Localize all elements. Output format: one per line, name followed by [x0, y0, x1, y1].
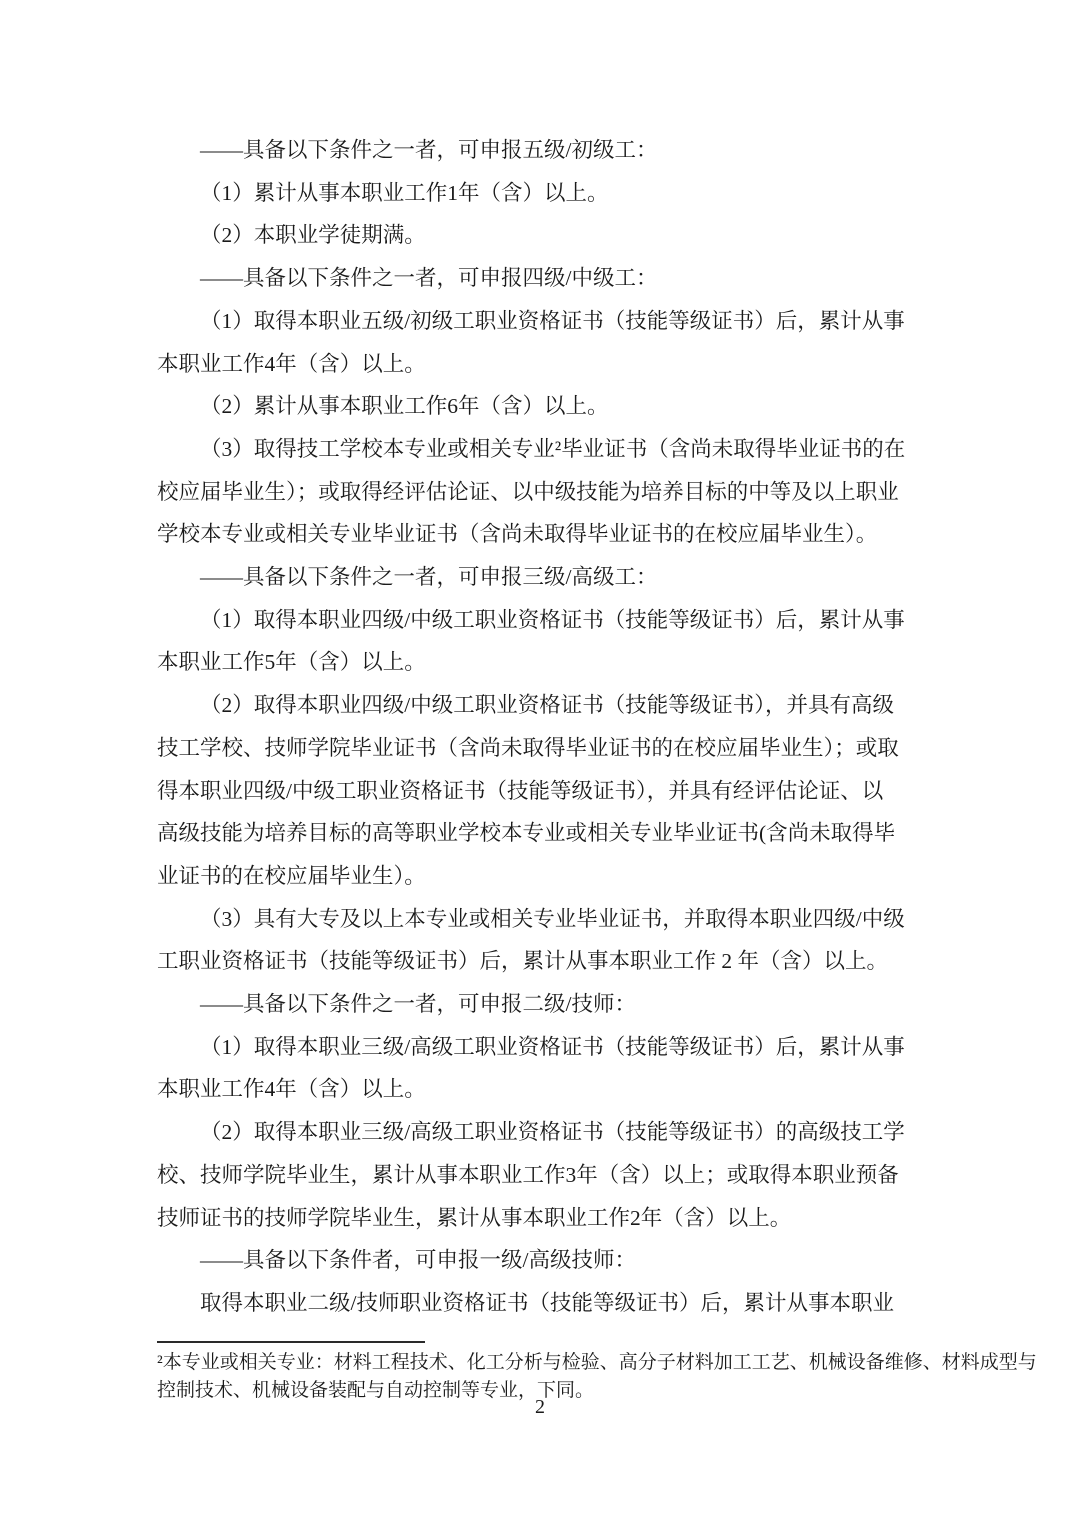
body-text-line: 技工学校、技师学院毕业证书（含尚未取得毕业证书的在校应届毕业生）；或取 [157, 735, 899, 760]
body-text-line: （3）取得技工学校本专业或相关专业²毕业证书（含尚未取得毕业证书的在 [200, 436, 906, 461]
page-number: 2 [535, 1396, 545, 1418]
body-text-line: 技师证书的技师学院毕业生，累计从事本职业工作2年（含）以上。 [157, 1205, 792, 1230]
body-text-line: 本职业工作4年（含）以上。 [157, 1077, 426, 1102]
body-text-line: 校、技师学院毕业生，累计从事本职业工作3年（含）以上；或取得本职业预备 [157, 1162, 899, 1187]
body-text-line: ——具备以下条件之一者，可申报四级/中级工： [200, 266, 658, 291]
footnote-line: 控制技术、机械设备装配与自动控制等专业，下同。 [157, 1380, 595, 1401]
body-text-line: ——具备以下条件之一者，可申报三级/高级工： [200, 565, 658, 590]
body-text-line: 业证书的在校应届毕业生）。 [157, 863, 426, 888]
body-text-line: （2）本职业学徒期满。 [200, 223, 426, 248]
body-text-line: （1）取得本职业三级/高级工职业资格证书（技能等级证书）后，累计从事 [200, 1034, 905, 1059]
body-text-line: （1）累计从事本职业工作1年（含）以上。 [200, 180, 609, 205]
body-text-block [157, 129, 929, 1325]
body-text-line: 得本职业四级/中级工职业资格证书（技能等级证书），并具有经评估论证、以 [157, 778, 884, 803]
body-text-line: 高级技能为培养目标的高等职业学校本专业或相关专业毕业证书(含尚未取得毕 [157, 821, 896, 846]
body-text-line: 取得本职业二级/技师职业资格证书（技能等级证书）后，累计从事本职业 [200, 1290, 894, 1315]
body-text-line: ——具备以下条件之一者，可申报二级/技师： [200, 992, 636, 1017]
body-text-line: （3）具有大专及以上本专业或相关专业毕业证书，并取得本职业四级/中级 [200, 906, 905, 931]
body-text-line: （2）累计从事本职业工作6年（含）以上。 [200, 394, 609, 419]
footnote-separator-rule [157, 1341, 425, 1343]
body-text-line: 本职业工作4年（含）以上。 [157, 351, 426, 376]
body-text-line: ——具备以下条件之一者，可申报五级/初级工： [200, 138, 658, 162]
body-text-line: （2）取得本职业三级/高级工职业资格证书（技能等级证书）的高级技工学 [200, 1120, 905, 1145]
body-text-line: 学校本专业或相关专业毕业证书（含尚未取得毕业证书的在校应届毕业生）。 [157, 522, 878, 547]
body-text-line: ——具备以下条件者，可申报一级/高级技师： [200, 1248, 636, 1273]
body-text-line: 校应届毕业生）；或取得经评估论证、以中级技能为培养目标的中等及以上职业 [157, 479, 899, 504]
body-text-line: （1）取得本职业五级/初级工职业资格证书（技能等级证书）后，累计从事 [200, 308, 905, 333]
body-text-line: （1）取得本职业四级/中级工职业资格证书（技能等级证书）后，累计从事 [200, 607, 905, 632]
body-text-line: （2）取得本职业四级/中级工职业资格证书（技能等级证书），并具有高级 [200, 693, 894, 718]
body-text-line: 本职业工作5年（含）以上。 [157, 650, 426, 675]
body-text-line: 工职业资格证书（技能等级证书）后，累计从事本职业工作 2 年（含）以上。 [157, 949, 889, 974]
footnote-line: ²本专业或相关专业：材料工程技术、化工分析与检验、高分子材料加工工艺、机械设备维修、材料成型与 [157, 1352, 1037, 1373]
